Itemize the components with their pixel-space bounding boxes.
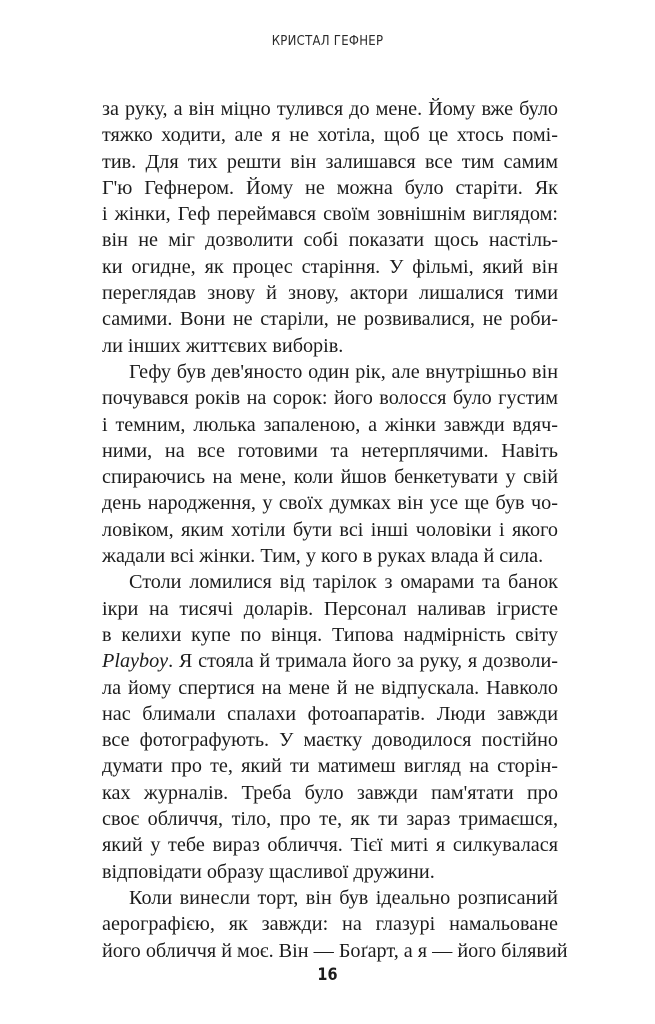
- text-line: ках журналів. Треба було завжди пам'ятати про: [102, 781, 558, 804]
- paragraph-2: [102, 359, 558, 569]
- paragraph-4: [102, 885, 568, 964]
- text-line: тяжко ходити, але я не хотіла, щоб це хтось помі-: [102, 124, 558, 147]
- text-line: все фотографують. У маєтку доводилося постійно: [102, 729, 558, 752]
- text-line: ними, на все готовими та нетерплячими. Навіть: [102, 439, 558, 462]
- text-line: жадали всі жінки. Тим, у кого в руках влада й сила.: [102, 545, 544, 568]
- text-line: ки огидне, як процес старіння. У фільмі, який він: [102, 255, 558, 278]
- text-line: його обличчя й моє. Він — Боґарт, а я — його білявий: [102, 939, 568, 962]
- paragraph-3: [102, 569, 558, 885]
- text-line: ловіком, яким хотіли бути всі інші чоловіки і якого: [102, 518, 558, 541]
- text-line: і жінки, Геф переймався своїм зовнішнім виглядом:: [102, 203, 558, 226]
- text-line: і темним, люлька запаленою, а жінки завжди вдяч-: [102, 413, 558, 436]
- text-line: день народження, у своїх думках він усе ще був чо-: [102, 492, 558, 515]
- text-line: ікри на тисячі доларів. Персонал наливав ігристе: [102, 597, 558, 620]
- text-line: думати про те, який ти матимеш вигляд на сторін-: [102, 755, 558, 778]
- paragraph-1: [102, 96, 558, 359]
- text-line: своє обличчя, тіло, про те, як ти зараз тримаєшся,: [102, 808, 558, 831]
- text-line: аерографією, як завжди: на глазурі намальоване: [102, 913, 558, 936]
- text-line-with-italic: [102, 648, 558, 674]
- text-line: Коли винесли торт, він був ідеально розписаний: [129, 886, 558, 909]
- text-line: спираючись на мене, коли йшов бенкетувати у свій: [102, 466, 558, 489]
- text-line: який у тебе вираз обличчя. Тієї миті я силкувалася: [102, 834, 558, 857]
- italic-magazine-title: Playboy: [102, 650, 169, 673]
- body-text: [102, 96, 568, 964]
- text-line: самими. Вони не старіли, не розвивалися, не роби-: [102, 308, 558, 331]
- text-line: ли інших життєвих виборів.: [102, 334, 344, 357]
- text-line: в келихи купе по вінця. Типова надмірність світу: [102, 623, 558, 646]
- text-line: відповідати образу щасливої дружини.: [102, 860, 435, 883]
- text-line: Столи ломилися від тарілок з омарами та банок: [129, 571, 558, 594]
- page-number: 16: [317, 965, 338, 985]
- running-header: КРИСТАЛ ГЕФНЕР: [271, 34, 384, 49]
- text-line: Гефу був дев'яносто один рік, але внутрішньо він: [129, 360, 558, 383]
- text-line: ла йому спертися на мене й не відпускала. Навколо: [102, 676, 558, 699]
- text-line: почувався років на сорок: його волосся було густим: [102, 387, 558, 410]
- text-line-rest: . Я стояла й тримала його за руку, я дозволи-: [168, 650, 558, 673]
- text-line: він не міг дозволити собі показати щось настіль-: [102, 229, 558, 252]
- text-line: нас блимали спалахи фотоапаратів. Люди завжди: [102, 702, 558, 725]
- text-line: тив. Для тих решти він залишався все тим самим: [102, 150, 558, 173]
- text-line: переглядав знову й знову, актори лишалися тими: [102, 282, 558, 305]
- text-line: за руку, а він міцно тулився до мене. Йому вже було: [102, 98, 558, 120]
- text-line: Г'ю Гефнером. Йому не можна було старіти. Як: [102, 176, 558, 199]
